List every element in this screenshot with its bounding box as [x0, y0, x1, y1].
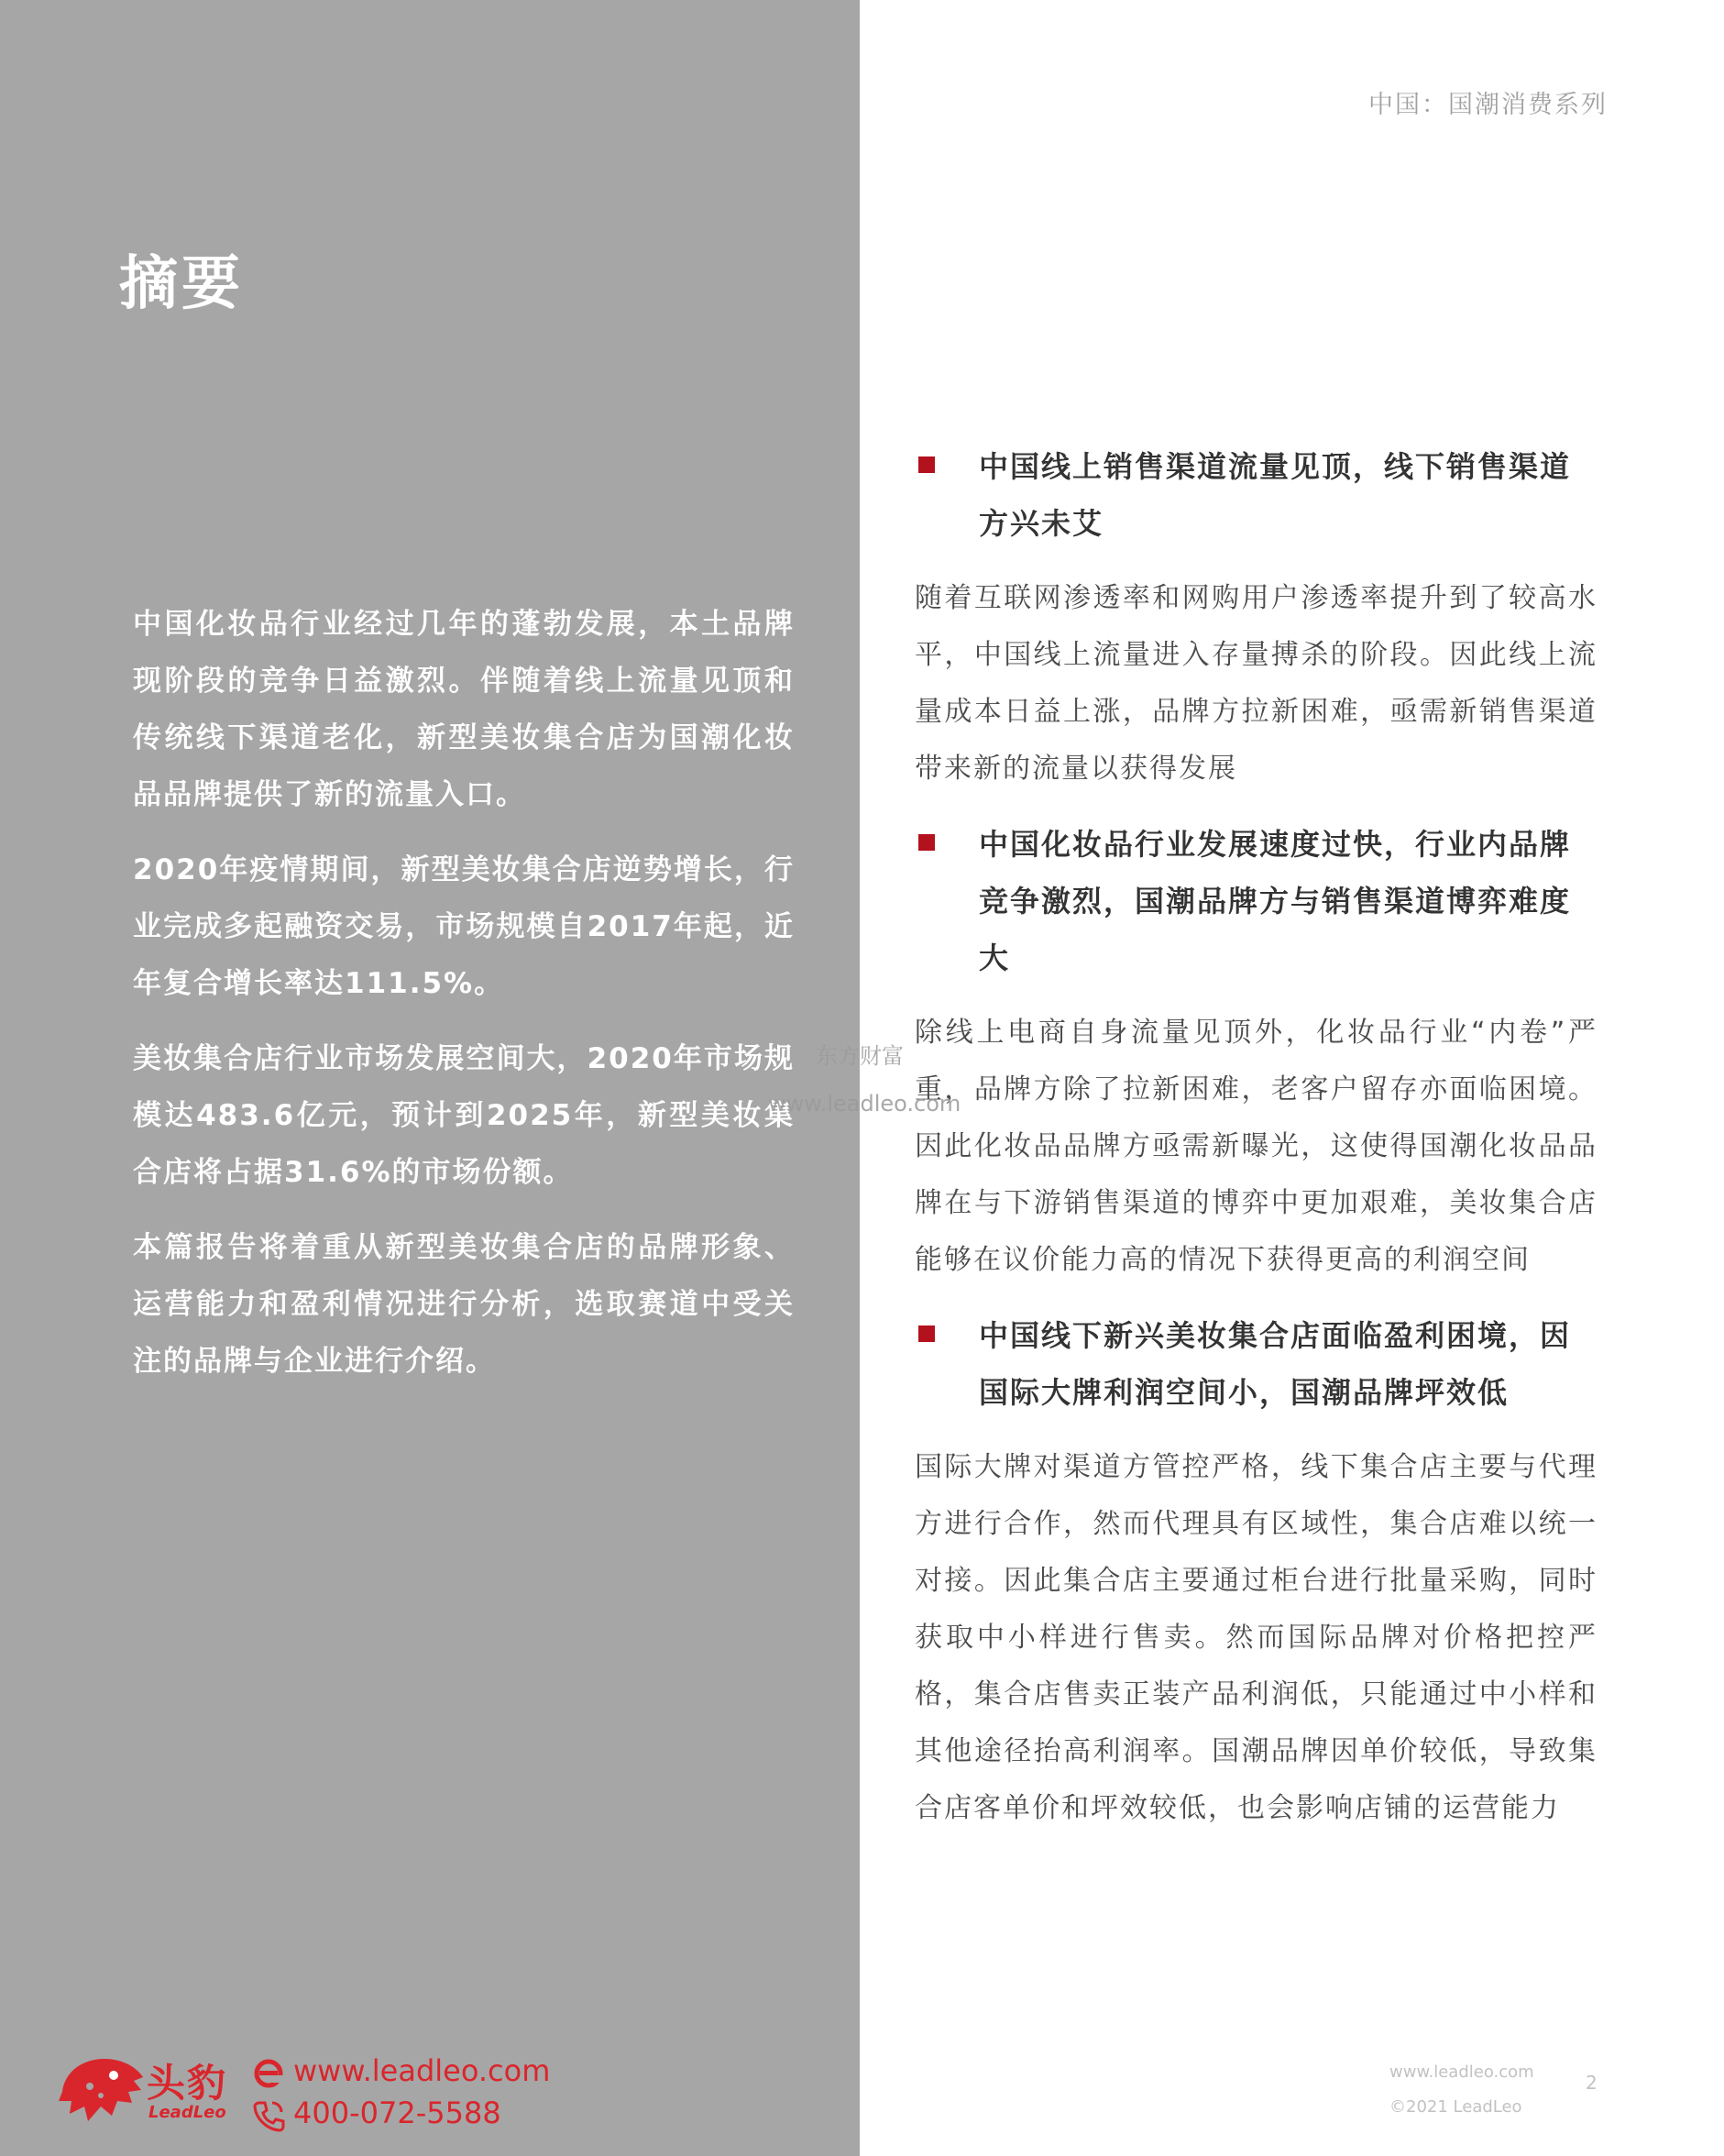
summary-paragraph: 美妆集合店行业市场发展空间大，2020年市场规模达483.6亿元，预计到2025年，新型美妆集合店将占据31.6%的市场份额。 — [133, 1042, 795, 1189]
brand-name-en: LeadLeo — [148, 2103, 226, 2122]
point-body: 随着互联网渗透率和网购用户渗透率提升到了较高水平，中国线上流量进入存量搏杀的阶段。因此线上流量成本日益上涨，品牌方拉新困难，亟需新销售渠道带来新的流量以获得发展 — [915, 582, 1598, 785]
website-link[interactable]: www.leadleo.com — [293, 2053, 551, 2088]
square-bullet-icon — [918, 1326, 935, 1342]
point-body: 国际大牌对渠道方管控严格，线下集合店主要与代理方进行合作，然而代理具有区域性，集合店难以统一对接。因此集合店主要通过柜台进行批量采购，同时获取中小样进行售卖。然而国际品牌对价格把控严格，集合店售卖正装产品利润低，只能通过中小样和其他途径抬高利润率。国潮品牌因单价较低，导致集合店客单价和坪效较低，也会影响店铺的运营能力 — [915, 1451, 1598, 1824]
square-bullet-icon — [918, 456, 935, 473]
page-title: 摘要 — [119, 250, 244, 318]
page-number: 2 — [1586, 2072, 1598, 2094]
series-label: 中国：国潮消费系列 — [1368, 91, 1608, 119]
summary-paragraph: 中国化妆品行业经过几年的蓬勃发展，本土品牌现阶段的竞争日益激烈。伴随着线上流量见顶和传统线下渠道老化，新型美妆集合店为国潮化妆品品牌提供了新的流量入口。 — [133, 608, 795, 811]
summary-section — [133, 596, 795, 1408]
square-bullet-icon — [918, 834, 935, 851]
summary-paragraph: 2020年疫情期间，新型美妆集合店逆势增长，行业完成多起融资交易，市场规模自2017年起，近年复合增长率达111.5%。 — [133, 853, 795, 1000]
copyright: ©2021 LeadLeo — [1389, 2097, 1522, 2117]
summary-paragraph: 本篇报告将着重从新型美妆集合店的品牌形象、运营能力和盈利情况进行分析，选取赛道中受关注的品牌与企业进行介绍。 — [133, 1231, 795, 1378]
web-icon — [252, 2057, 285, 2090]
point-heading — [915, 816, 1598, 986]
phone-icon — [252, 2099, 285, 2132]
brand-name: 头豹 — [147, 2061, 228, 2106]
point-heading-text: 中国线下新兴美妆集合店面临盈利困境，因国际大牌利润空间小，国潮品牌坪效低 — [979, 1318, 1572, 1410]
point-body: 除线上电商自身流量见顶外，化妆品行业“内卷”严重，品牌方除了拉新困难，老客户留存亦面临困境。因此化妆品品牌方亟需新曝光，这使得国潮化妆品品牌在与下游销售渠道的博弈中更加艰难，美妆集合店能够在议价能力高的情况下获得更高的利润空间 — [915, 1017, 1598, 1276]
phone-number: 400-072-5588 — [293, 2096, 501, 2130]
point-heading — [915, 438, 1598, 552]
point-heading — [915, 1307, 1598, 1421]
watermark-url: www.leadleo.com — [768, 1091, 961, 1116]
footer-website: www.leadleo.com — [1389, 2062, 1534, 2082]
key-points — [915, 438, 1598, 1855]
point-heading-text: 中国化妆品行业发展速度过快，行业内品牌竞争激烈，国潮品牌方与销售渠道博弈难度大 — [979, 827, 1572, 975]
point-heading-text: 中国线上销售渠道流量见顶，线下销售渠道方兴未艾 — [979, 449, 1572, 541]
leopard-logo-icon — [57, 2050, 148, 2127]
watermark-text: 东方财富 — [816, 1043, 904, 1069]
